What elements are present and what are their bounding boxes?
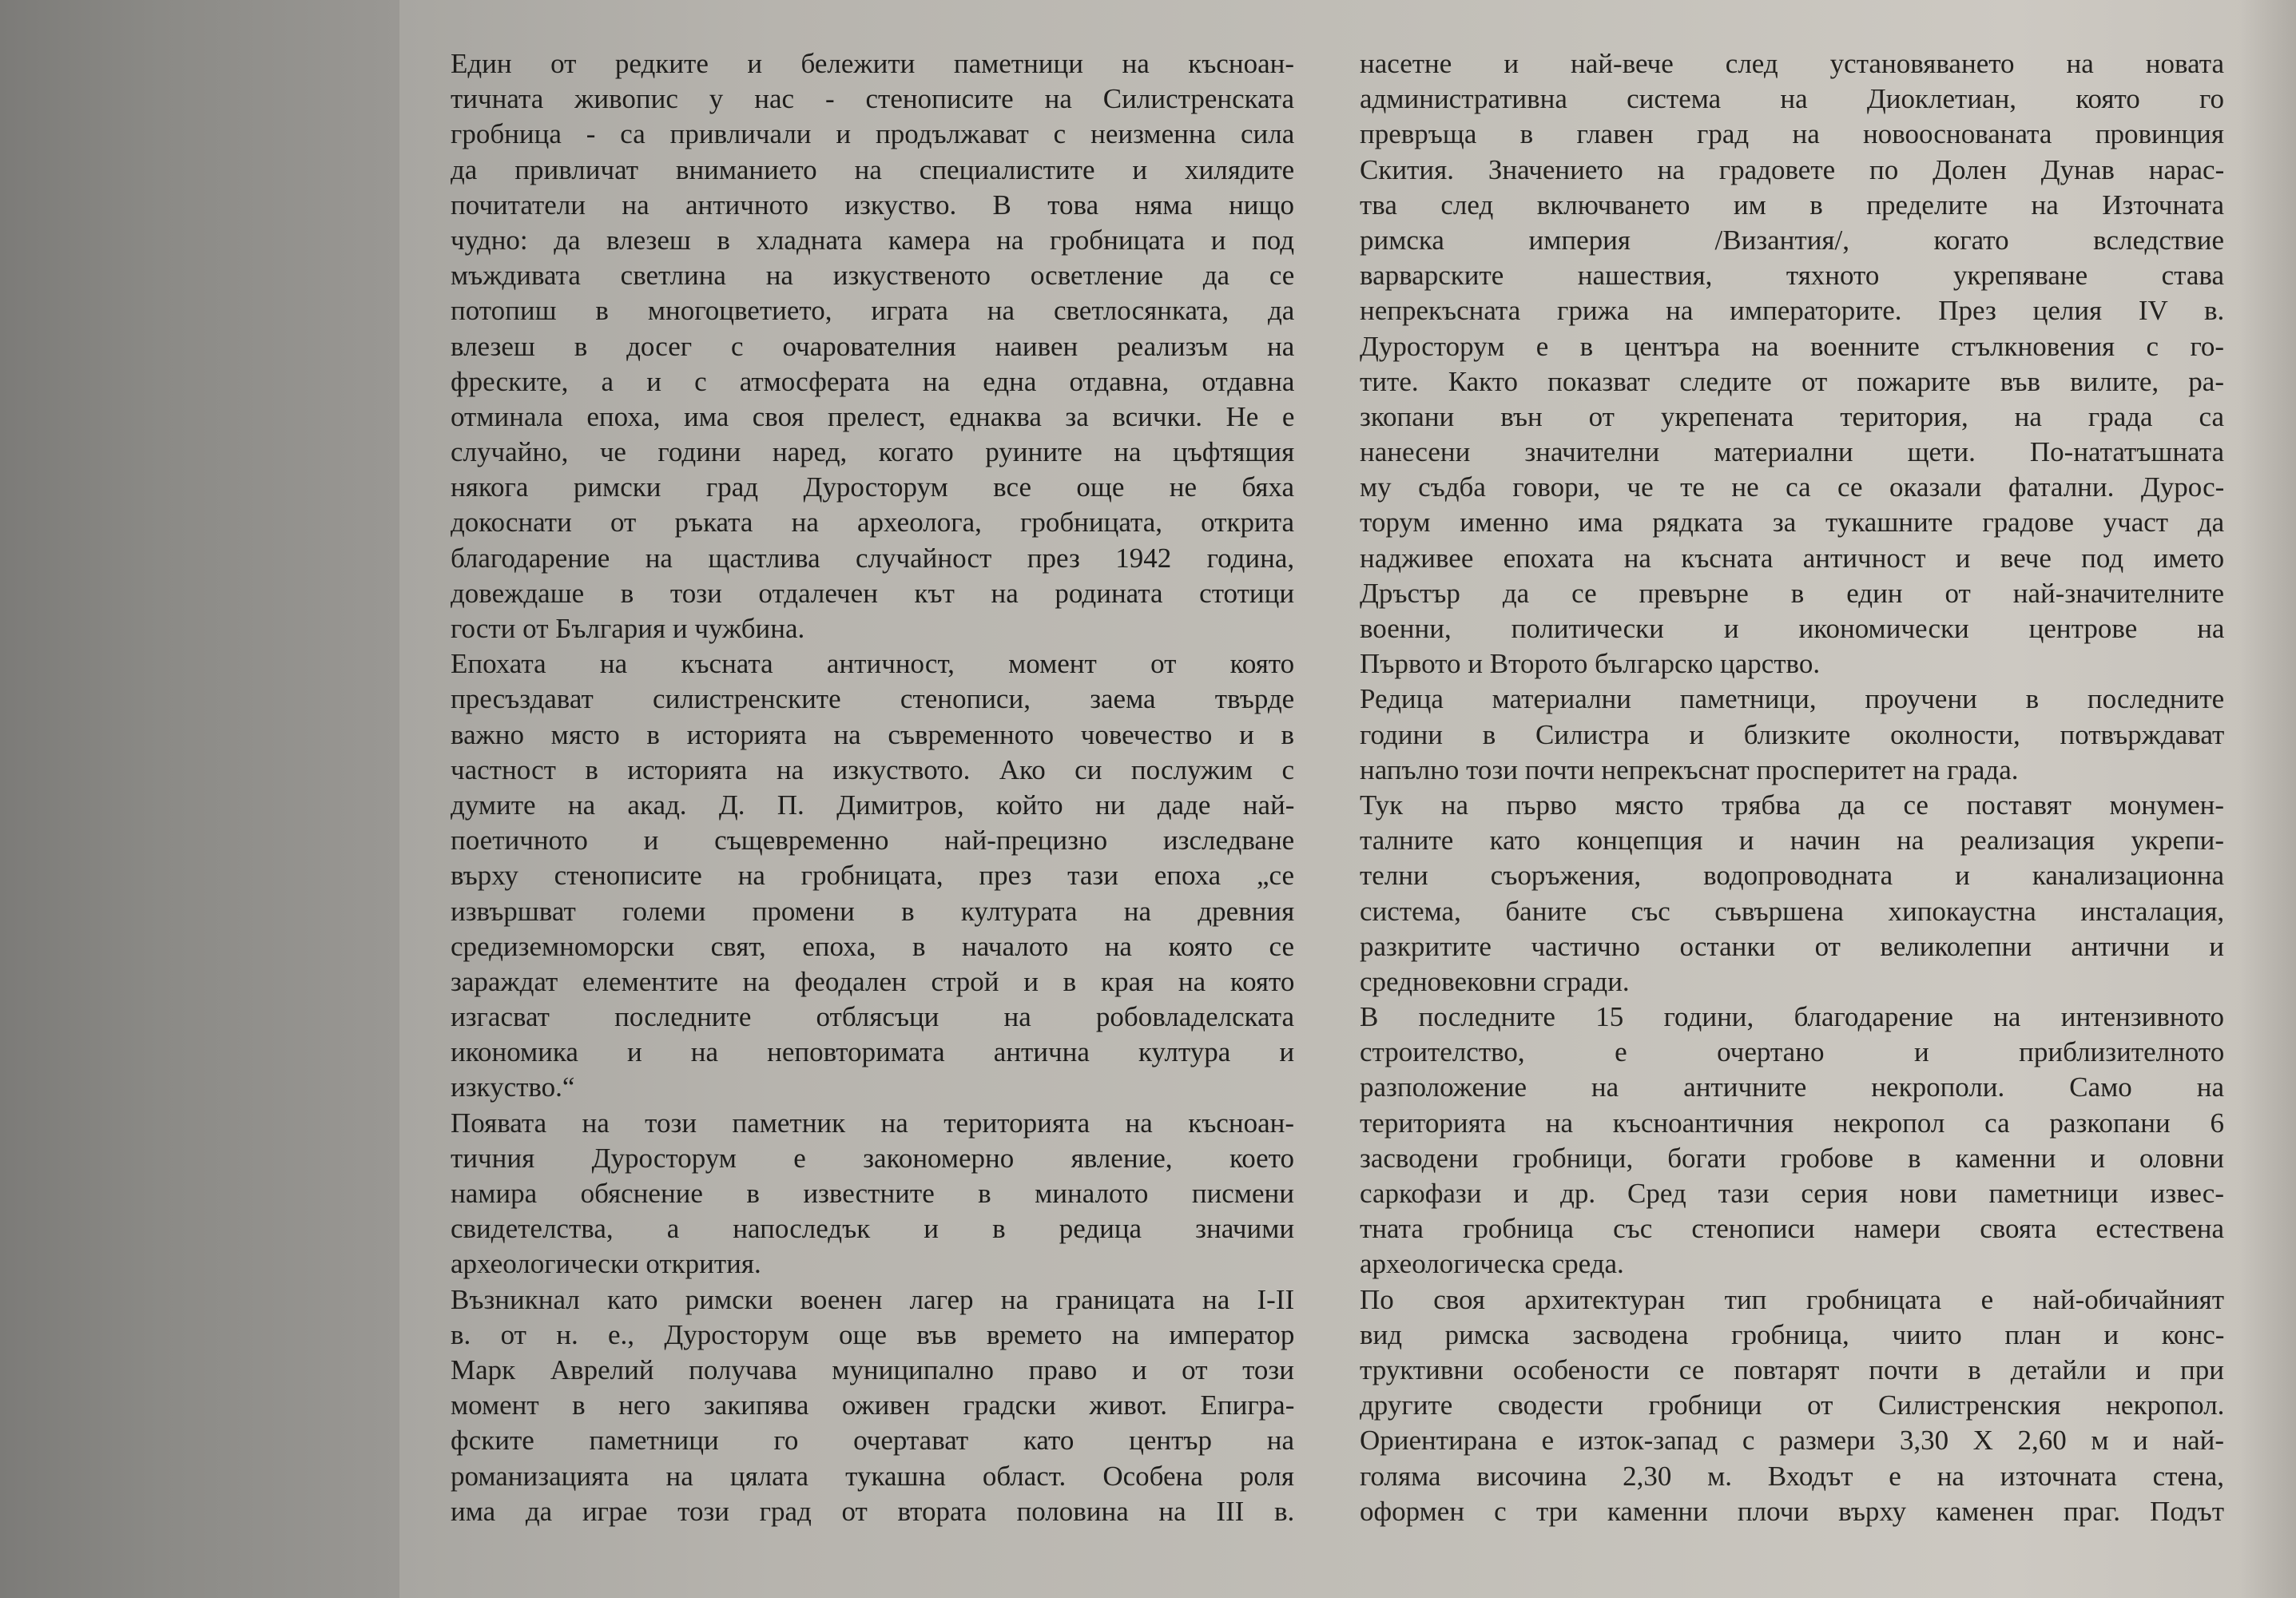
text-line [451, 682, 1294, 717]
text-line-content: важно място в историята на съвременното човечество и в [451, 718, 1294, 750]
text-line [1360, 400, 2224, 435]
text-line-content: варварските нашествия, тяхното укрепяване става [1360, 260, 2225, 292]
text-line-content: превръща в главен град на новооснованата провинция [1360, 118, 2224, 150]
text-line [1360, 753, 2224, 788]
text-line-content: изгасват последните отблясъци на робовладелската [451, 1001, 1294, 1033]
text-line-content: има да играе този град от втората половина на III в. [451, 1495, 1295, 1527]
text-line [451, 435, 1294, 470]
text-line-content: надживее епохата на късната античност и вече под името [1360, 542, 2225, 574]
text-line [451, 223, 1294, 258]
text-line [1360, 223, 2224, 258]
text-line [451, 718, 1294, 753]
text-line-content: години в Силистра и близките околности, потвърждават [1360, 718, 2225, 750]
text-line-content: зараждат елементите на феодален строй и в края на която [451, 965, 1295, 997]
text-line-content: мъждивата светлина на изкуственото осветление да се [451, 260, 1295, 292]
text-line [451, 470, 1294, 505]
text-line-content: тичния Дуросторум е закономерно явление, което [451, 1142, 1294, 1174]
text-line-content: разположение на античните некрополи. Само на [1360, 1071, 2224, 1103]
left-page-gutter [0, 0, 399, 1598]
text-line-content: По своя архитектуран тип гробницата е най-обичайният [1360, 1283, 2224, 1315]
text-line-content: тичната живопис у нас - стенописите на Силистренската [451, 83, 1294, 115]
text-line-content: саркофази и др. Сред тази серия нови паметници извес- [1360, 1178, 2224, 1209]
text-line [451, 646, 1294, 682]
text-line [1360, 46, 2224, 81]
text-line [451, 1106, 1294, 1141]
text-line-content: Тук на първо място трябва да се поставят монумен- [1360, 789, 2225, 821]
text-line [1360, 505, 2224, 540]
text-line [1360, 1423, 2224, 1458]
text-line [1360, 788, 2224, 823]
text-line [451, 1282, 1294, 1318]
text-line-content: Ориентирана е изток-запад с размери 3,30 X 2,60 м и най- [1360, 1425, 2224, 1457]
text-line-content: гости от България и чужбина. [451, 613, 805, 644]
text-line-content: частност в историята на изкуството. Ако си послужим с [451, 753, 1294, 785]
text-line [1360, 470, 2224, 505]
text-line [451, 329, 1294, 364]
text-line [1360, 929, 2224, 964]
text-line [451, 188, 1294, 223]
text-line [1360, 258, 2224, 293]
text-line [451, 117, 1294, 152]
text-line-content: насетне и най-вече след установяването на новата [1360, 48, 2224, 79]
text-line [451, 823, 1294, 858]
text-line-content: докоснати от ръката на археолога, гробницата, открита [451, 507, 1294, 539]
text-line [451, 1000, 1294, 1035]
text-line-content: гробница - са привличали и продължават с неизменна сила [451, 118, 1295, 150]
text-line-content: Редица материални паметници, проучени в последните [1360, 683, 2225, 715]
text-line [451, 929, 1294, 964]
text-line-content: отминала епоха, има своя прелест, еднаква за всички. Не е [451, 400, 1295, 432]
text-line-content: пресъздават силистренските стенописи, заема твърде [451, 683, 1295, 715]
text-line [1360, 1282, 2224, 1318]
text-line-content: момент в него закипява оживен градски живот. Епигра- [451, 1389, 1295, 1421]
text-line-content: система, баните със съвършена хипокаустна инсталация, [1360, 895, 2225, 927]
text-line [1360, 1388, 2224, 1423]
text-line-content: Марк Аврелий получава муниципално право и от този [451, 1354, 1294, 1385]
text-line [1360, 329, 2224, 364]
text-line-content: оформен с три каменни плочи върху каменен праг. Подът [1360, 1495, 2225, 1527]
text-line [1360, 611, 2224, 646]
text-line [451, 293, 1294, 328]
text-line [451, 400, 1294, 435]
text-line-content: фреските, а и с атмосферата на една отдавна, отдавна [451, 365, 1295, 397]
text-line-content: чудно: да влезеш в хладната камера на гробницата и под [451, 224, 1294, 256]
text-line [1360, 364, 2224, 400]
text-line-content: Един от редките и бележити паметници на късноан- [451, 48, 1294, 79]
text-line [451, 611, 1294, 646]
text-line [451, 1423, 1294, 1458]
text-line-content: Първото и Второто българско царство. [1360, 648, 1821, 680]
text-line [1360, 541, 2224, 576]
text-line-content: случайно, че години наред, когато руините на цъфтящия [451, 436, 1295, 468]
text-line [451, 153, 1294, 188]
text-line-content: икономика и на неповторимата антична култура и [451, 1036, 1295, 1068]
text-line [451, 1318, 1294, 1353]
text-line-content: в. от н. е., Дуросторум още във времето на император [451, 1318, 1295, 1350]
text-line [451, 1388, 1294, 1423]
text-line-content: археологически открития. [451, 1248, 761, 1280]
text-line-content: свидетелства, а напоследък и в редица значими [451, 1213, 1295, 1245]
text-line-content: територията на късноантичния некропол са разкопани 6 [1360, 1107, 2224, 1139]
text-line [1360, 1000, 2224, 1035]
text-line-content: непрекъсната грижа на императорите. През целия IV в. [1360, 295, 2225, 327]
text-line-content: тите. Както показват следите от пожарите във вилите, ра- [1360, 365, 2224, 397]
text-line [1360, 576, 2224, 611]
text-line [1360, 718, 2224, 753]
text-line-content: другите сводести гробници от Силистренския некропол. [1360, 1389, 2225, 1421]
text-line-content: засводени гробници, богати гробове в каменни и оловни [1360, 1142, 2224, 1174]
text-line-content: довеждаше в този отдалечен кът на родината стотици [451, 577, 1295, 609]
text-line [451, 858, 1294, 893]
text-line-content: Епохата на късната античност, момент от която [451, 648, 1295, 680]
text-line-content: нанесени значителни материални щети. По-нататъшната [1360, 436, 2224, 468]
text-line [1360, 858, 2224, 893]
text-line-content: торум именно има рядката за тукашните градове участ да [1360, 507, 2225, 539]
text-line [1360, 188, 2224, 223]
text-line [1360, 153, 2224, 188]
text-line [1360, 1106, 2224, 1141]
text-line [451, 576, 1294, 611]
text-line [1360, 1459, 2224, 1494]
text-line [451, 541, 1294, 576]
text-line [1360, 1494, 2224, 1529]
text-line-content: вид римска засводена гробница, чиито план и конс- [1360, 1318, 2225, 1350]
text-line [1360, 1211, 2224, 1246]
text-line-content: изкуство.“ [451, 1071, 575, 1103]
text-line [1360, 894, 2224, 929]
text-line [451, 753, 1294, 788]
text-line-content: средновековни сгради. [1360, 965, 1630, 997]
text-line [1360, 646, 2224, 682]
text-line [451, 1176, 1294, 1211]
left-text-column [451, 46, 1294, 1529]
text-line-content: думите на акад. Д. П. Димитров, който ни даде най- [451, 789, 1295, 821]
text-line [1360, 1318, 2224, 1353]
text-line [451, 1459, 1294, 1494]
text-line-content: административна система на Диоклетиан, която го [1360, 83, 2224, 115]
text-line [451, 1035, 1294, 1070]
right-text-column [1360, 46, 2224, 1529]
text-line-content: средиземноморски свят, епоха, в началото на която се [451, 930, 1294, 962]
text-line [451, 788, 1294, 823]
text-line-content: потопиш в многоцветието, играта на светлосянката, да [451, 295, 1295, 327]
text-line-content: напълно този почти непрекъснат просперитет на града. [1360, 753, 2019, 785]
text-line [451, 46, 1294, 81]
text-line-content: почитатели на античното изкуство. В това няма нищо [451, 189, 1294, 221]
text-line [1360, 964, 2224, 1000]
text-line-content: голяма височина 2,30 м. Входът е на източната стена, [1360, 1460, 2224, 1492]
text-line-content: телни съоръжения, водопроводната и канализационна [1360, 860, 2224, 892]
text-line [1360, 81, 2224, 117]
text-line [1360, 1070, 2224, 1105]
text-line [451, 1246, 1294, 1282]
text-line-content: влезеш в досег с очарователния наивен реализъм на [451, 330, 1295, 362]
text-line [1360, 1176, 2224, 1211]
page-edge-shadow [2240, 0, 2296, 1598]
text-line-content: труктивни особености се повтарят почти в детайли и при [1360, 1354, 2224, 1385]
text-line [1360, 1141, 2224, 1176]
text-line-content: Дуросторум е в центъра на военните стълкновения с го- [1360, 330, 2225, 362]
text-line [1360, 1035, 2224, 1070]
text-line-content: романизацията на цялата тукашна област. Особена роля [451, 1460, 1294, 1492]
text-line [451, 258, 1294, 293]
text-line-content: извършват големи промени в културата на древния [451, 895, 1295, 927]
text-line-content: някога римски град Дуросторум все още не бяха [451, 471, 1294, 503]
text-line [451, 1494, 1294, 1529]
text-line-content: археологическа среда. [1360, 1248, 1624, 1280]
text-line-content: Скития. Значението на градовете по Долен Дунав нарас- [1360, 153, 2225, 185]
text-line-content: намира обяснение в известните в миналото писмени [451, 1178, 1294, 1209]
text-line [451, 505, 1294, 540]
text-line [451, 1211, 1294, 1246]
text-line [451, 964, 1294, 1000]
text-line-content: му съдба говори, че те не са се оказали фатални. Дурос- [1360, 471, 2225, 503]
text-line [451, 894, 1294, 929]
text-line-content: тва след включването им в пределите на Източната [1360, 189, 2224, 221]
text-line-content: тната гробница със стенописи намери своята естествена [1360, 1213, 2224, 1245]
text-line [1360, 435, 2224, 470]
text-line [451, 364, 1294, 400]
text-line [451, 1353, 1294, 1388]
text-line-content: В последните 15 години, благодарение на интензивното [1360, 1001, 2224, 1033]
text-line-content: да привличат вниманието на специалистите и хилядите [451, 153, 1295, 185]
text-line-content: Възникнал като римски военен лагер на границата на I-II [451, 1283, 1295, 1315]
text-line [451, 1141, 1294, 1176]
text-line [451, 81, 1294, 117]
text-line-content: Дръстър да се превърне в един от най-значителните [1360, 577, 2224, 609]
text-line [451, 1070, 1294, 1105]
text-line-content: фските паметници го очертават като център на [451, 1425, 1295, 1457]
text-line [1360, 117, 2224, 152]
text-line-content: военни, политически и икономически центрове на [1360, 613, 2225, 644]
text-line-content: талните като концепция и начин на реализация укрепи- [1360, 825, 2225, 857]
text-line [1360, 1353, 2224, 1388]
text-line [1360, 823, 2224, 858]
text-line [1360, 682, 2224, 717]
text-line [1360, 1246, 2224, 1282]
text-line-content: разкритите частично останки от великолепни антични и [1360, 930, 2224, 962]
text-line-content: Появата на този паметник на територията на късноан- [451, 1107, 1294, 1139]
text-line-content: поетичното и същевременно най-прецизно изследване [451, 825, 1295, 857]
text-line-content: благодарение на щастлива случайност през 1942 година, [451, 542, 1295, 574]
text-line-content: зкопани вън от укрепената територия, на града са [1360, 400, 2224, 432]
text-line-content: върху стенописите на гробницата, през тази епоха „се [451, 860, 1294, 892]
text-line-content: строителство, е очертано и приблизителното [1360, 1036, 2225, 1068]
text-line-content: римска империя /Византия/, когато вследствие [1360, 224, 2224, 256]
text-line [1360, 293, 2224, 328]
